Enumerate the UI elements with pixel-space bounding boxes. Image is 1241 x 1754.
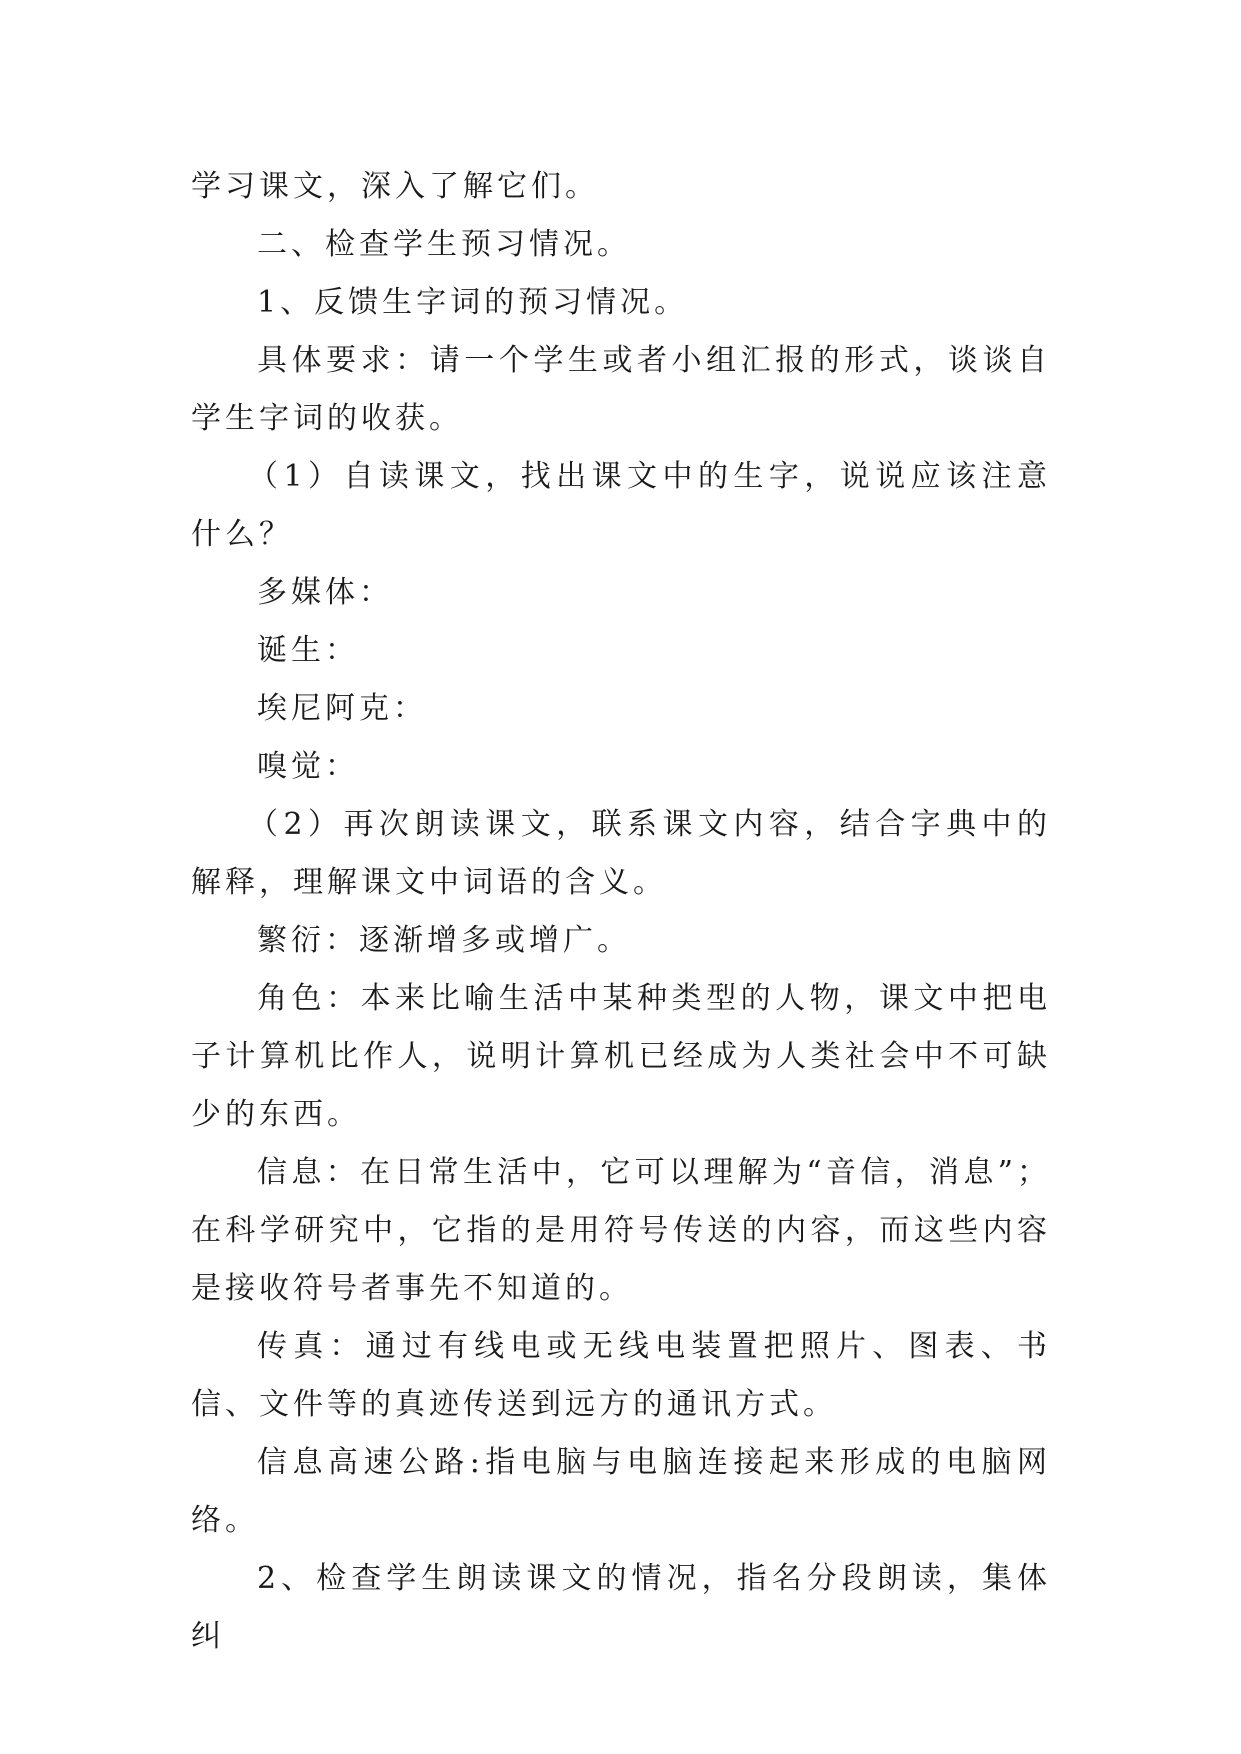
paragraph-continuation: 学习课文，深入了解它们。 (191, 169, 599, 204)
paragraph-requirements: 具体要求：请一个学生或者小组汇报的形式，谈谈自学生字词的收获。 (191, 343, 1051, 436)
item-feedback-new-words: 1、反馈生字词的预习情况。 (257, 285, 689, 320)
item-check-reading: 2、检查学生朗读课文的情况，指名分段朗读，集体纠 (191, 1561, 1051, 1654)
paragraph-self-read: （1）自读课文，找出课文中的生字，说说应该注意什么？ (191, 459, 1051, 552)
term-birth: 诞生： (257, 633, 359, 668)
term-eniac: 埃尼阿克： (257, 691, 427, 726)
document-body (191, 158, 1051, 1666)
section-heading-check-preview: 二、检查学生预习情况。 (257, 227, 631, 262)
term-multimedia: 多媒体： (257, 575, 393, 610)
definition-fax: 传真：通过有线电或无线电装置把照片、图表、书信、文件等的真迹传送到远方的通讯方式。 (191, 1329, 1051, 1422)
definition-role: 角色：本来比喻生活中某种类型的人物，课文中把电子计算机比作人，说明计算机已经成为人类社会中不可缺少的东西。 (191, 981, 1051, 1132)
definition-multiply: 繁衍：逐渐增多或增广。 (257, 923, 631, 958)
definition-information-highway: 信息高速公路:指电脑与电脑连接起来形成的电脑网络。 (191, 1445, 1051, 1538)
paragraph-reread: （2）再次朗读课文，联系课文内容，结合字典中的解释，理解课文中词语的含义。 (191, 807, 1051, 900)
term-smell: 嗅觉： (257, 749, 359, 784)
definition-information: 信息：在日常生活中，它可以理解为“音信，消息”；在科学研究中，它指的是用符号传送的内容，而这些内容是接收符号者事先不知道的。 (191, 1155, 1051, 1306)
